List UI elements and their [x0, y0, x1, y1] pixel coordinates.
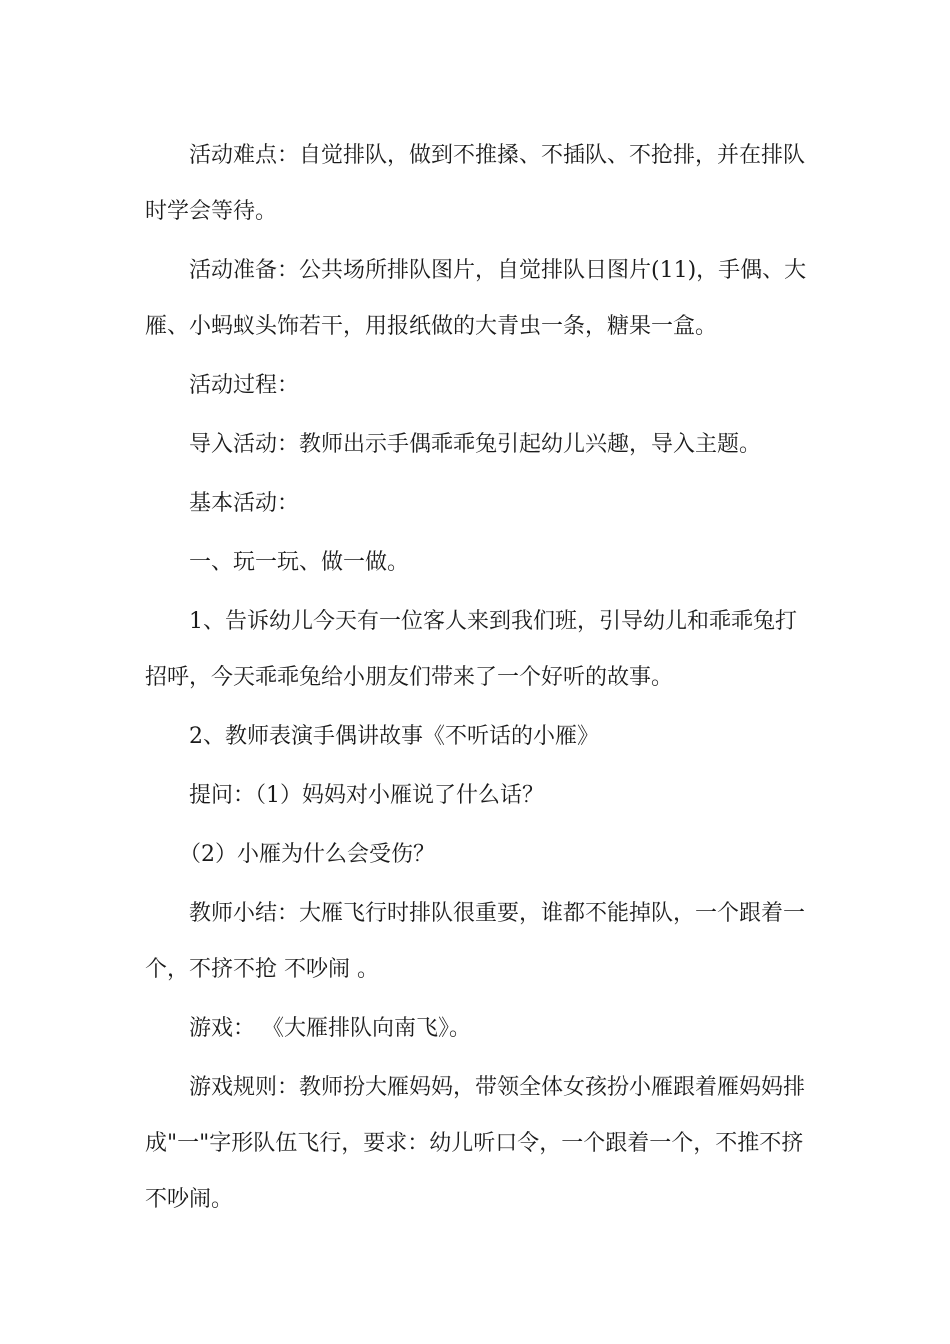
paragraph-game-title: 游戏： 《大雁排队向南飞》。 — [189, 1016, 471, 1041]
paragraph-section-one: 一、玩一玩、做一做。 — [189, 550, 410, 575]
paragraph-activity-difficulty: 活动难点：自觉排队，做到不推搡、不插队、不抢排，并在排队时学会等待。 — [145, 143, 806, 224]
paragraph-teacher-summary: 教师小结：大雁飞行时排队很重要，谁都不能掉队，一个跟着一个，不挤不抢 不吵闹 。 — [145, 901, 806, 982]
paragraph-activity-process: 活动过程： — [189, 373, 300, 398]
paragraph-step-one: 1、告诉幼儿今天有一位客人来到我们班，引导幼儿和乖乖兔打招呼，今天乖乖兔给小朋友们带来了一个好听的故事。 — [145, 609, 797, 690]
paragraph-question-one: 提问：（1）妈妈对小雁说了什么话？ — [189, 783, 544, 808]
document-body — [145, 128, 810, 1231]
paragraph-basic-activity: 基本活动： — [189, 491, 300, 516]
paragraph-question-two: （2）小雁为什么会受伤？ — [179, 842, 435, 867]
paragraph-step-two: 2、教师表演手偶讲故事《不听话的小雁》 — [189, 724, 599, 749]
paragraph-activity-preparation: 活动准备：公共场所排队图片，自觉排队日图片(11)，手偶、大雁、小蚂蚁头饰若干，用报纸做的大青虫一条，糖果一盒。 — [145, 258, 807, 339]
paragraph-intro-activity: 导入活动：教师出示手偶乖乖兔引起幼儿兴趣，导入主题。 — [189, 432, 762, 457]
paragraph-game-rules: 游戏规则：教师扮大雁妈妈，带领全体女孩扮小雁跟着雁妈妈排成"一"字形队伍飞行，要求：幼儿听口令，一个跟着一个，不推不挤不吵闹。 — [145, 1075, 806, 1212]
